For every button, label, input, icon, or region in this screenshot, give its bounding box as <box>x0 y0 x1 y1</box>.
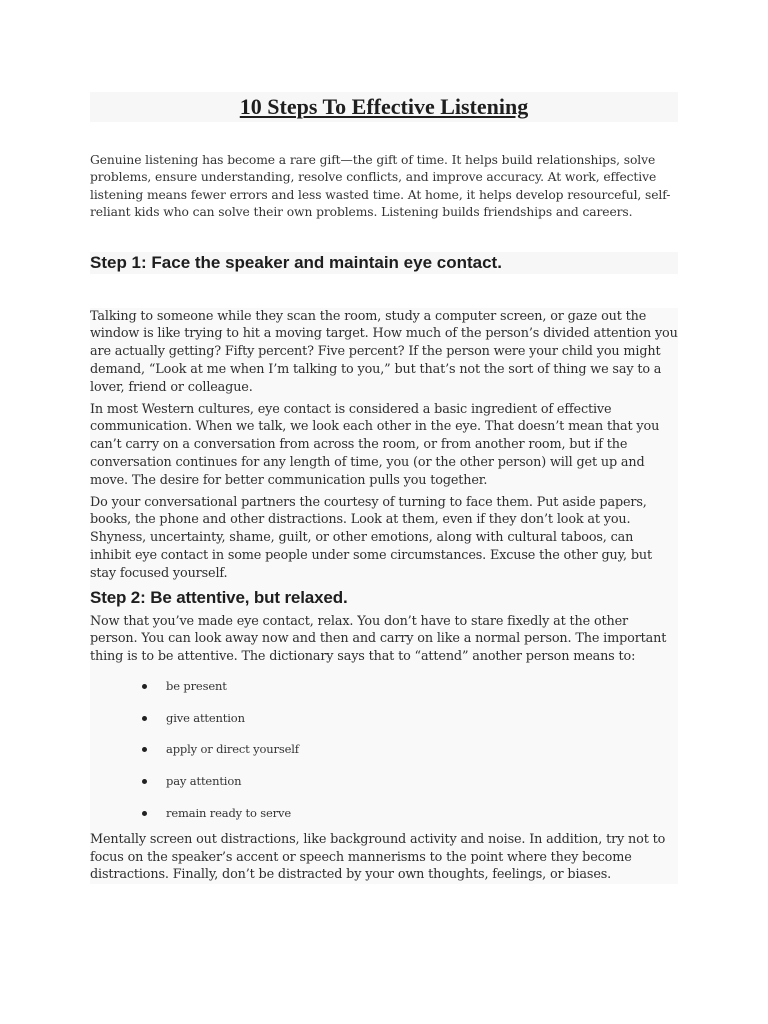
step-1-paragraph-2: In most Western cultures, eye contact is considered a basic ingredient of effective communication. When we talk, we look each other in the eye. That doesn’t mean that you can’t carry on a conversation from across the room, or from another room, but if the conversation continues for any length of time, you (or the other person) will get up and move. The desire for better communication pulls you together. <box>90 401 660 488</box>
list-item <box>142 773 678 789</box>
step-1-body <box>90 308 678 884</box>
step-1-paragraph-1: Talking to someone while they scan the room, study a computer screen, or gaze out the window is like trying to hit a moving target. How much of the person’s divided attention you are actually getting? Fifty percent? Five percent? If the person were your child you might demand, “Look at me when I’m talking to you,” but that’s not the sort of thing we say to a lover, friend or colleague. <box>90 308 678 395</box>
step-1-paragraph-3: Do your conversational partners the courtesy of turning to face them. Put aside papers, books, the phone and other distractions. Look at them, even if they don’t look at you. Shyness, uncertainty, shame, guilt, or other emotions, along with cultural taboos, can inhibit eye contact in some people under some circumstances. Excuse the other guy, but stay focused yourself. <box>90 494 652 581</box>
bullet-dot-icon <box>142 684 147 689</box>
intro-paragraph: Genuine listening has become a rare gift—the gift of time. It helps build relationships, solve problems, ensure understanding, resolve conflicts, and improve accuracy. At work, effective listening means fewer errors and less wasted time. At home, it helps develop resourceful, self-reliant kids who can solve their own problems. Listening builds friendships and careers. <box>90 153 671 220</box>
attend-definition-list <box>90 678 678 821</box>
list-item <box>142 678 678 694</box>
list-item-text: be present <box>166 678 227 693</box>
title-band <box>90 92 678 122</box>
step-1-heading: Step 1: Face the speaker and maintain eye contact. <box>90 252 502 272</box>
step-2-closing-paragraph: Mentally screen out distractions, like background activity and noise. In addition, try not to focus on the speaker’s accent or speech mannerisms to the point where they become distractions. Finally, don’t be distracted by your own thoughts, feelings, or biases. <box>90 831 666 883</box>
list-item <box>142 741 678 757</box>
step-2-heading: Step 2: Be attentive, but relaxed. <box>90 587 348 607</box>
list-item-text: give attention <box>166 710 245 725</box>
bullet-dot-icon <box>142 779 147 784</box>
document-page <box>90 92 678 884</box>
document-title: 10 Steps To Effective Listening <box>239 94 529 119</box>
list-item-text: apply or direct yourself <box>166 742 299 757</box>
bullet-dot-icon <box>142 811 147 816</box>
bullet-dot-icon <box>142 747 147 752</box>
step-2-paragraph: Now that you’ve made eye contact, relax. You don’t have to stare fixedly at the other person. You can look away now and then and carry on like a normal person. The important thing is to be attentive. The dictionary says that to “attend” another person means to: <box>90 613 667 665</box>
list-item <box>142 805 678 821</box>
step-1-band <box>90 252 678 274</box>
list-item-text: pay attention <box>166 774 242 789</box>
bullet-dot-icon <box>142 716 147 721</box>
list-item <box>142 710 678 726</box>
list-item-text: remain ready to serve <box>166 805 292 820</box>
